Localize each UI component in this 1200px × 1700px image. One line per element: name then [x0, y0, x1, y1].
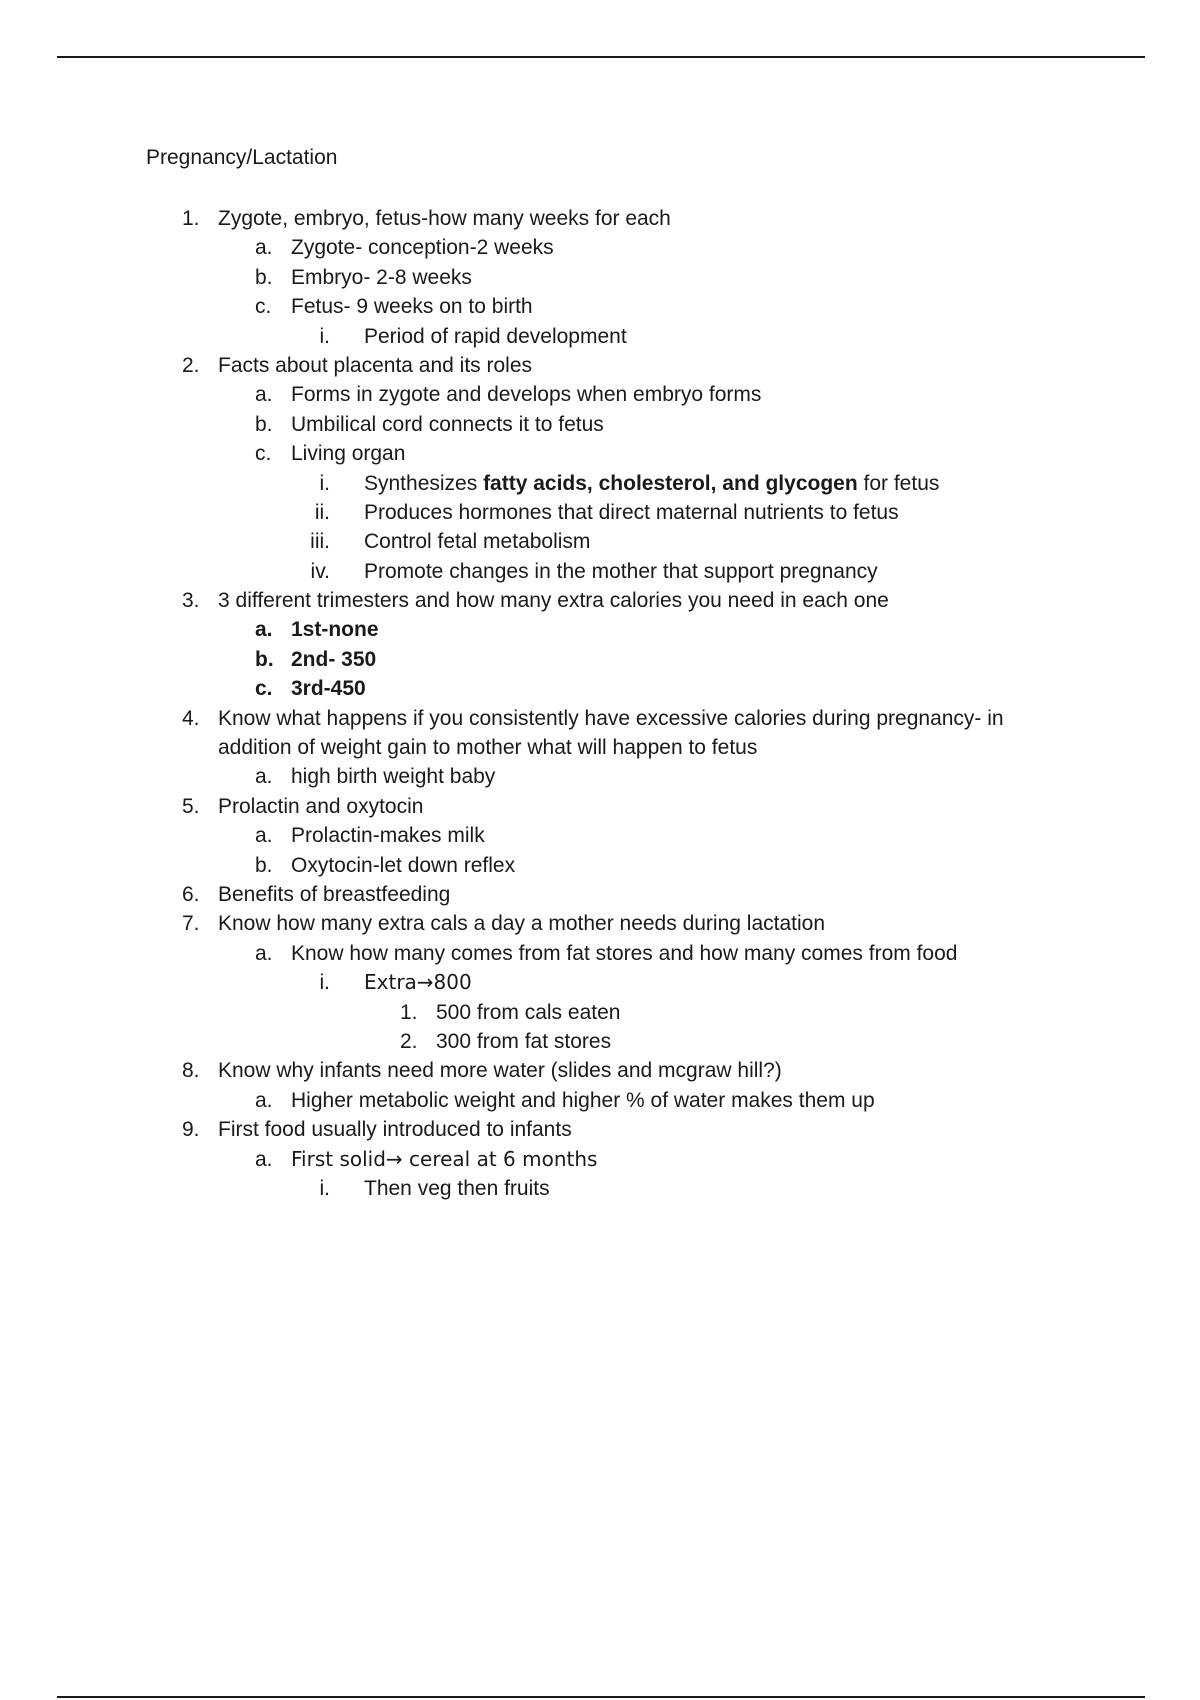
list-marker: ii. — [314, 500, 330, 524]
list-item — [0, 233, 1200, 262]
footer-rule — [57, 1696, 1145, 1698]
list-item — [0, 880, 1200, 909]
list-item-text: 300 from fat stores — [436, 1029, 612, 1053]
list-item — [0, 204, 1200, 233]
list-item — [0, 263, 1200, 292]
list-item-text: Oxytocin-let down reflex — [291, 853, 516, 877]
list-item — [0, 821, 1200, 850]
list-marker: a. — [255, 765, 273, 789]
list-item — [0, 909, 1200, 938]
list-marker: b. — [255, 412, 273, 436]
list-item — [0, 498, 1200, 527]
list-item — [0, 939, 1200, 968]
list-marker: 2. — [182, 353, 200, 377]
list-item-text: Then veg then fruits — [364, 1176, 550, 1200]
list-item — [0, 1086, 1200, 1115]
list-item — [0, 351, 1200, 380]
list-item — [0, 527, 1200, 556]
list-item — [0, 410, 1200, 439]
list-item-text: Zygote- conception-2 weeks — [291, 236, 554, 260]
list-item-text: Facts about placenta and its roles — [218, 353, 533, 377]
list-marker: 8. — [182, 1059, 200, 1083]
list-marker: 3. — [182, 589, 200, 613]
list-item-text: 500 from cals eaten — [436, 1000, 621, 1024]
list-item — [0, 380, 1200, 409]
list-item — [0, 615, 1200, 644]
list-marker: a. — [255, 236, 273, 260]
list-item — [0, 1174, 1200, 1203]
list-marker: 6. — [182, 883, 200, 906]
list-item — [0, 1027, 1200, 1056]
list-item-text: Prolactin and oxytocin — [218, 794, 424, 818]
list-marker: a. — [255, 824, 273, 848]
header-rule — [57, 56, 1145, 58]
list-marker: a. — [255, 941, 273, 965]
list-item-text: First solid→ cereal at 6 months — [291, 1146, 598, 1171]
document-title: Pregnancy/Lactation — [146, 146, 338, 169]
list-item-text: Forms in zygote and develops when embryo forms — [291, 383, 762, 407]
list-item — [0, 1056, 1200, 1085]
list-marker: 9. — [182, 1118, 200, 1142]
list-marker: 1. — [400, 1000, 418, 1024]
list-item-text: Know how many extra cals a day a mother needs during lactation — [218, 912, 826, 936]
list-marker: c. — [255, 295, 272, 319]
list-item — [0, 1145, 1200, 1174]
list-item-text: Fetus- 9 weeks on to birth — [291, 295, 533, 319]
list-marker: 4. — [182, 706, 200, 730]
list-item-text: Embryo- 2-8 weeks — [291, 265, 472, 289]
list-marker: c. — [255, 677, 273, 701]
list-item-text: Promote changes in the mother that support pregnancy — [364, 559, 878, 583]
list-item-text — [364, 469, 939, 498]
list-marker: i. — [319, 324, 330, 348]
list-item-text: Know why infants need more water (slides and mcgraw hill?) — [218, 1059, 782, 1083]
list-marker: 1. — [182, 207, 200, 230]
list-item-text: Control fetal metabolism — [364, 530, 591, 554]
list-item — [0, 469, 1200, 498]
list-item — [0, 586, 1200, 615]
text-run: for fetus — [857, 471, 940, 495]
list-item — [0, 645, 1200, 674]
list-item — [0, 1115, 1200, 1144]
list-item-text: 3 different trimesters and how many extra calories you need in each one — [218, 589, 889, 613]
list-marker: i. — [319, 971, 330, 995]
list-marker: 2. — [400, 1029, 418, 1053]
list-marker: a. — [255, 1088, 273, 1112]
list-marker: iii. — [310, 530, 330, 554]
text-run: Synthesizes — [364, 471, 484, 495]
list-item-text: Period of rapid development — [364, 324, 627, 348]
list-item-text: 2nd- 350 — [291, 647, 377, 671]
list-item — [0, 292, 1200, 321]
list-marker: b. — [255, 853, 273, 877]
list-item-text: Umbilical cord connects it to fetus — [291, 412, 604, 436]
list-item-text: high birth weight baby — [291, 765, 496, 789]
list-item — [0, 704, 1200, 763]
list-marker: b. — [255, 265, 273, 289]
list-item-text: First food usually introduced to infants — [218, 1118, 572, 1142]
list-marker: i. — [319, 471, 330, 495]
list-item-text: Produces hormones that direct maternal nutrients to fetus — [364, 500, 899, 524]
list-item-text: Living organ — [291, 442, 406, 466]
list-marker: 5. — [182, 794, 200, 818]
list-item — [0, 968, 1200, 997]
list-item-text: 3rd-450 — [291, 677, 366, 701]
list-item — [0, 557, 1200, 586]
list-marker: a. — [255, 1147, 273, 1171]
list-item-text: Know how many comes from fat stores and how many comes from food — [291, 941, 958, 965]
outline-list — [0, 204, 1200, 1203]
list-item-text: Higher metabolic weight and higher % of water makes them up — [291, 1088, 875, 1112]
list-marker: a. — [255, 618, 273, 642]
list-marker: c. — [255, 442, 272, 466]
list-item-text: 1st-none — [291, 618, 379, 642]
list-item — [0, 674, 1200, 703]
list-item-text: Benefits of breastfeeding — [218, 883, 451, 906]
list-marker: i. — [319, 1176, 330, 1200]
list-item — [0, 851, 1200, 880]
list-item — [0, 792, 1200, 821]
list-marker: iv. — [310, 559, 330, 583]
list-item-text: Know what happens if you consistently have excessive calories during pregnancy- in addition of weight gain to mother what will happen to fetus — [218, 706, 1004, 760]
list-item-text: Extra→800 — [364, 970, 472, 995]
list-item — [0, 762, 1200, 791]
list-item — [0, 322, 1200, 351]
list-marker: a. — [255, 383, 273, 407]
list-item — [0, 998, 1200, 1027]
list-marker: 7. — [182, 912, 200, 936]
bold-text-run: fatty acids, cholesterol, and glycogen — [483, 471, 858, 495]
list-marker: b. — [255, 647, 274, 671]
list-item-text: Zygote, embryo, fetus-how many weeks for each — [218, 207, 671, 230]
list-item — [0, 439, 1200, 468]
list-item-text: Prolactin-makes milk — [291, 824, 485, 848]
